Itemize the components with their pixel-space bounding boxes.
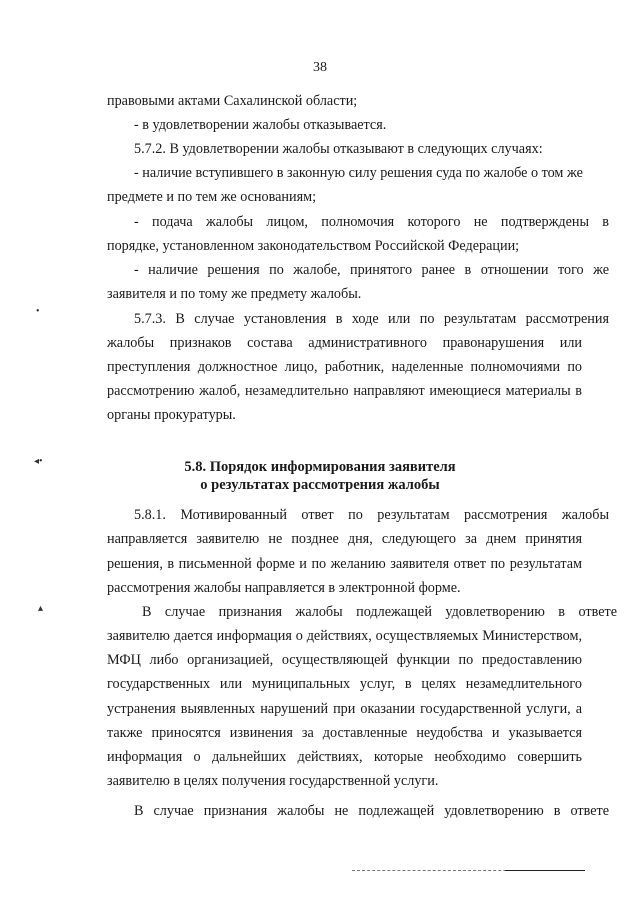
text-line: рассмотрению жалоб, незамедлительно направляют имеющиеся материалы в	[107, 383, 582, 399]
text-line: - наличие решения по жалобе, принятого ранее в отношении того же	[134, 262, 609, 278]
text-line: 5.7.2. В удовлетворении жалобы отказывают в следующих случаях:	[134, 141, 543, 157]
text-line: 5.7.3. В случае установления в ходе или по результатам рассмотрения	[134, 311, 609, 327]
text-line: направляется заявителю не позднее дня, следующего за днем принятия	[107, 531, 582, 547]
punch-hole-mark: •	[36, 306, 40, 317]
text-line: решения, в письменной форме и по желанию заявителя ответ по результатам	[107, 556, 582, 572]
text-line: заявителя и по тому же предмету жалобы.	[107, 286, 362, 302]
text-line: заявителю дается информация о действиях, осуществляемых Министерством,	[107, 628, 582, 644]
text-line: - в удовлетворении жалобы отказывается.	[134, 117, 387, 133]
scan-artifact-line	[505, 870, 585, 871]
text-line: заявителю в целях получения государственной услуги.	[107, 773, 439, 789]
punch-hole-mark: ▴	[38, 603, 44, 614]
text-line: В случае признания жалобы не подлежащей удовлетворению в ответе	[134, 803, 609, 819]
text-line: органы прокуратуры.	[107, 407, 236, 423]
text-line: устранения выявленных нарушений при оказании государственной услуги, а	[107, 701, 582, 717]
section-title: о результатах рассмотрения жалобы	[200, 477, 440, 493]
text-line: информация о дальнейших действиях, которые необходимо совершить	[107, 749, 582, 765]
text-line: рассмотрения жалобы направляется в электронной форме.	[107, 580, 461, 596]
text-line: В случае признания жалобы подлежащей удовлетворению в ответе	[142, 604, 617, 620]
text-line: государственных или муниципальных услуг, в целях незамедлительного	[107, 676, 582, 692]
text-line: порядке, установленном законодательством Российской Федерации;	[107, 238, 520, 254]
text-line: МФЦ либо организацией, осуществляющей функции по предоставлению	[107, 652, 582, 668]
punch-hole-mark: ◂•	[34, 456, 43, 467]
text-line: предмете и по тем же основаниям;	[107, 189, 317, 205]
text-line: - подача жалобы лицом, полномочия которого не подтверждены в	[134, 214, 609, 230]
text-line: 5.8.1. Мотивированный ответ по результатам рассмотрения жалобы	[134, 507, 609, 523]
page-number: 38	[313, 60, 327, 75]
text-line: также приносятся извинения за доставленные неудобства и указывается	[107, 725, 582, 741]
text-line: жалобы признаков состава административного правонарушения или	[107, 335, 582, 351]
text-line: - наличие вступившего в законную силу решения суда по жалобе о том же	[134, 165, 583, 181]
text-line: правовыми актами Сахалинской области;	[107, 93, 358, 109]
section-title: 5.8. Порядок информирования заявителя	[184, 459, 456, 475]
text-line: преступления должностное лицо, работник, наделенные полномочиями по	[107, 359, 582, 375]
